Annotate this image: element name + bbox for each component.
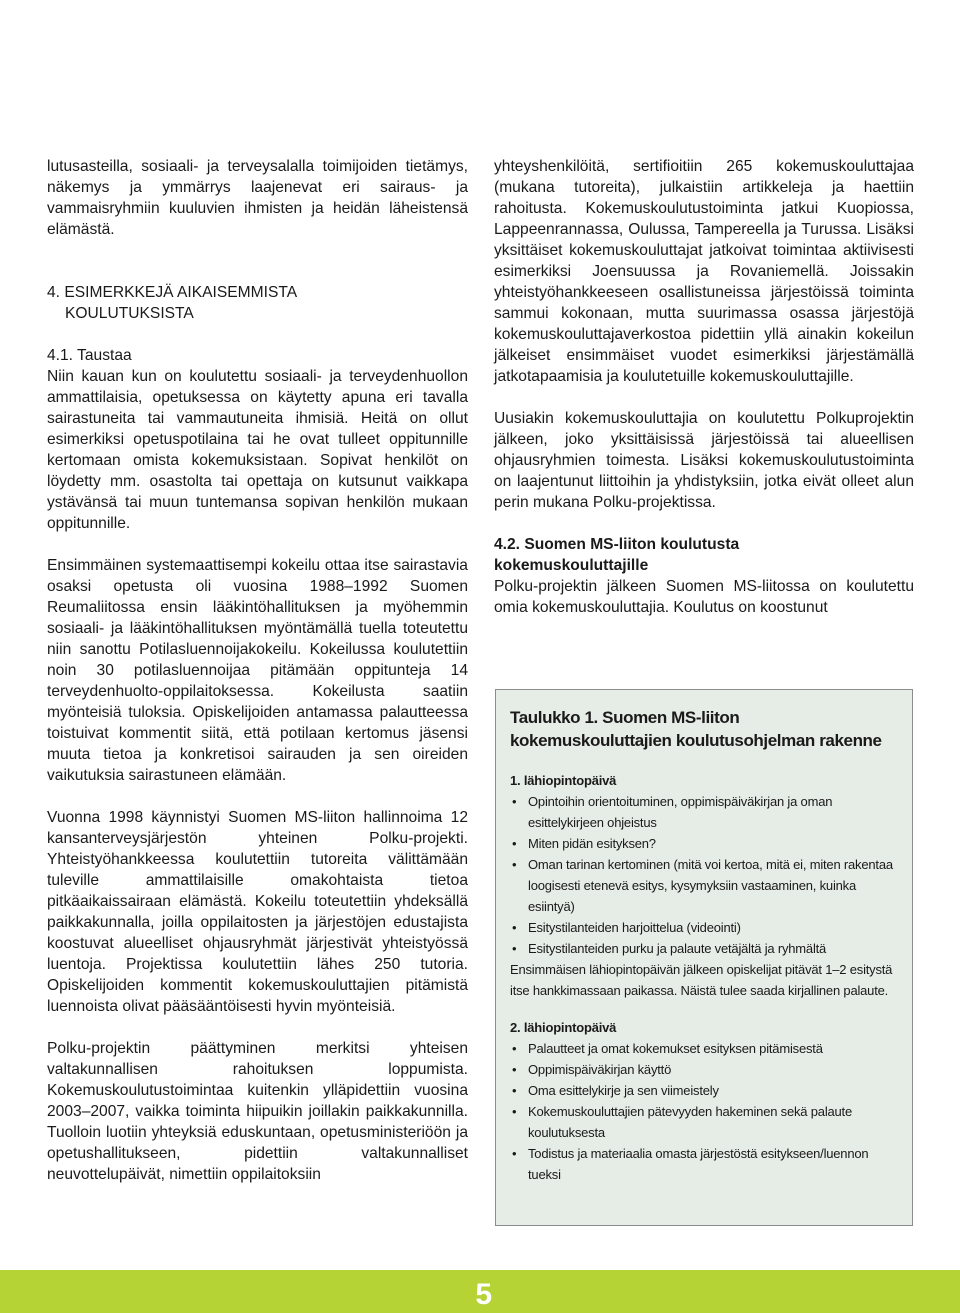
subsection-heading-line1: 4.2. Suomen MS-liiton koulutusta: [494, 536, 740, 553]
bullet-icon: •: [512, 920, 517, 935]
list-item-text: Todistus ja materiaalia omasta järjestöstä esitykseen/luennon tueksi: [528, 1146, 869, 1182]
table-part-1: [510, 770, 898, 1001]
bullet-icon: •: [512, 1083, 517, 1098]
paragraph: Polku-projektin jälkeen Suomen MS-liitossa on koulutettu omia kokemuskouluttajia. Koulutus on koostunut: [494, 578, 914, 616]
section-heading: [47, 282, 468, 324]
bullet-list: [510, 1038, 898, 1185]
bullet-icon: •: [512, 941, 517, 956]
bullet-icon: •: [512, 857, 517, 872]
paragraph: Polku-projektin päättyminen merkitsi yhteisen valtakunnallisen rahoituksen loppumista. Kokemuskoulutustoimintaa kuitenkin ylläpidettiin vuosina 2003–2007, vaikka toiminta hiipuikin joillakin paikkakunnilla. Tuolloin luotiin yhteyksiä eduskuntaan, opetusministeriöön ja opetushallitukseen, pidettiin valtakunnalliset neuvottelupäivät, nimettiin oppilaitoksiin: [47, 1040, 468, 1183]
table-title: Taulukko 1. Suomen MS-liiton kokemuskouluttajien koulutusohjelman rakenne: [510, 708, 882, 750]
list-item: [510, 854, 898, 917]
bullet-icon: •: [512, 794, 517, 809]
list-item: [510, 917, 898, 938]
bullet-icon: •: [512, 1062, 517, 1077]
list-item: [510, 1101, 898, 1143]
bullet-icon: •: [512, 836, 517, 851]
subsection-heading-line2: kokemuskouluttajille: [494, 557, 649, 574]
list-item-text: Oppimispäiväkirjan käyttö: [528, 1062, 672, 1077]
subsection-heading-ms-liitto: [494, 534, 914, 576]
part-note: Ensimmäisen lähiopintopäivän jälkeen opiskelijat pitävät 1–2 esitystä itse hankkimassaan paikassa. Näistä tulee saada kirjallinen palaute.: [510, 962, 893, 998]
list-item: [510, 938, 898, 959]
left-column: [47, 156, 468, 1185]
list-item: [510, 833, 898, 854]
bullet-icon: •: [512, 1104, 517, 1119]
paragraph: Uusiakin kokemuskouluttajia on koulutettu Polkuprojektin jälkeen, joko yksittäisissä järjestöissä tai alueellisen ohjausryhmien toimesta. Lisäksi kokemuskoulutustoiminta on laajentunut liittoihin ja yhdistyksiin, jotka eivät olleet alun perin mukana Polku-projektissa.: [494, 410, 914, 511]
list-item: [510, 1143, 898, 1185]
section-heading-line2: KOULUTUKSISTA: [65, 305, 194, 322]
list-item-text: Kokemuskouluttajien pätevyyden hakeminen sekä palaute koulutuksesta: [528, 1104, 853, 1140]
intro-paragraph: lutusasteilla, sosiaali- ja terveysalalla toimijoiden tietämys, näkemys ja ymmärrys laajenevat eri sairaus- ja vammaisryhmiin kuuluvien ihmisten ja heidän läheistensä elämästä.: [47, 158, 468, 238]
curriculum-table-box: [495, 689, 913, 1226]
list-item-text: Esitystilanteiden harjoittelua (videointi): [528, 920, 741, 935]
paragraph: yhteyshenkilöitä, sertifioitiin 265 kokemuskouluttajaa (mukana tutoreita), julkaistiin artikkeleja ja haettiin rahoitusta. Kokemuskoulutustoiminta jatkui Kuopiossa, Lappeenrannassa, Oulussa, Tampereella ja Turussa. Lisäksi yksittäiset kokemuskouluttajat jatkoivat toimintaa aktiivisesti esimerkiksi Joensuussa ja Rovaniemellä. Joissakin yhteistyöhankkeeseen osallistuneissa järjestöissä toiminta sammui kokonaan, mutta suurimassa osassa järjestöjä kokemuskouluttajaverkostoa pidettiin yllä ainakin kokeilun jälkeiset ensimmäiset vuodet esimerkiksi järjestämällä jatkotapaamisia ja koulutetuille kokemuskouluttajille.: [494, 158, 914, 385]
list-item-text: Oman tarinan kertominen (mitä voi kertoa, mitä ei, miten rakentaa loogisesti etenevä esitys, kysymyksiin vastaaminen, kuinka esiintyä): [528, 857, 893, 914]
bullet-icon: •: [512, 1146, 517, 1161]
bullet-list: [510, 791, 898, 959]
part-title: 2. lähiopintopäivä: [510, 1020, 617, 1035]
table-part-2: [510, 1017, 898, 1185]
section-heading-line1: 4. ESIMERKKEJÄ AIKAISEMMISTA: [47, 284, 298, 301]
bullet-icon: •: [512, 1041, 517, 1056]
list-item-text: Palautteet ja omat kokemukset esityksen pitämisestä: [528, 1041, 823, 1056]
page-number: 5: [475, 1278, 492, 1311]
list-item-text: Oma esittelykirje ja sen viimeistely: [528, 1083, 719, 1098]
list-item-text: Opintoihin orientoituminen, oppimispäiväkirjan ja oman esittelykirjeen ohjeistus: [528, 794, 833, 830]
list-item: [510, 1059, 898, 1080]
paragraph: Niin kauan kun on koulutettu sosiaali- ja terveydenhuollon ammattilaisia, opetuksessa on käytetty apuna eri tavalla sairastuneita tai vammautuneita ihmisiä. Heitä on ollut esimerkiksi opetuspotilaina tai he ovat tulleet oppitunnille kertomaan omista kokemuksistaan. Sopivat henkilöt on löydetty mm. osastolta tai opettaja on kutsunut vaikkapa ystävänsä tai muun tuntemansa sopivan henkilön mukaan oppitunnille.: [47, 368, 468, 532]
right-column: [494, 156, 914, 618]
list-item: [510, 1038, 898, 1059]
list-item: [510, 791, 898, 833]
list-item: [510, 1080, 898, 1101]
footer-bar: [0, 1270, 960, 1313]
list-item-text: Miten pidän esityksen?: [528, 836, 656, 851]
paragraph: Vuonna 1998 käynnistyi Suomen MS-liiton hallinnoima 12 kansanterveysjärjestön yhteinen Polku-projekti. Yhteistyöhankkeessa koulutettiin tutoreita välittämään tuleville ammattilaisille omakohtaista tietoa pitkäaikaissairaan elämästä. Kokeilu toteutettiin yhdeksällä paikkakunnalla, joilla oppilaitosten ja järjestöjen edustajista koostuvat alueelliset ohjausryhmät järjestivät yhteistyössä luentoja. Projektissa koulutettiin lähes 250 tutoria. Opiskelijoiden kommentit kokemuskouluttajien pitämistä luennoista olivat pääsääntöisesti hyvin myönteisiä.: [47, 809, 468, 1015]
list-item-text: Esitystilanteiden purku ja palaute vetäjältä ja ryhmältä: [528, 941, 827, 956]
paragraph: Ensimmäinen systemaattisempi kokeilu ottaa itse sairastavia osaksi opetusta oli vuosina 1988–1992 Suomen Reumaliitossa ensin lääkintöhallituksen ja myöhemmin sosiaali- ja lääkintöhallituksen myöntämällä tuella toteutettu niin sanottu Potilasluennoijakokeilu. Kokeilussa koulutettiin noin 30 potilasluennoijaa pitämään oppitunteja 14 terveydenhuolto-oppilaitoksessa. Kokeilusta saatiin myönteisiä tuloksia. Opiskelijoiden antamassa palautteessa toistuivat kommentit siitä, että potilaan kertomus jäsensi muuta tietoa ja konkretisoi sairauden ja sen oireiden vaikutuksia sairastuneen elämään.: [47, 557, 468, 784]
part-title: 1. lähiopintopäivä: [510, 773, 617, 788]
subsection-heading-taustaa: 4.1. Taustaa: [47, 347, 132, 364]
